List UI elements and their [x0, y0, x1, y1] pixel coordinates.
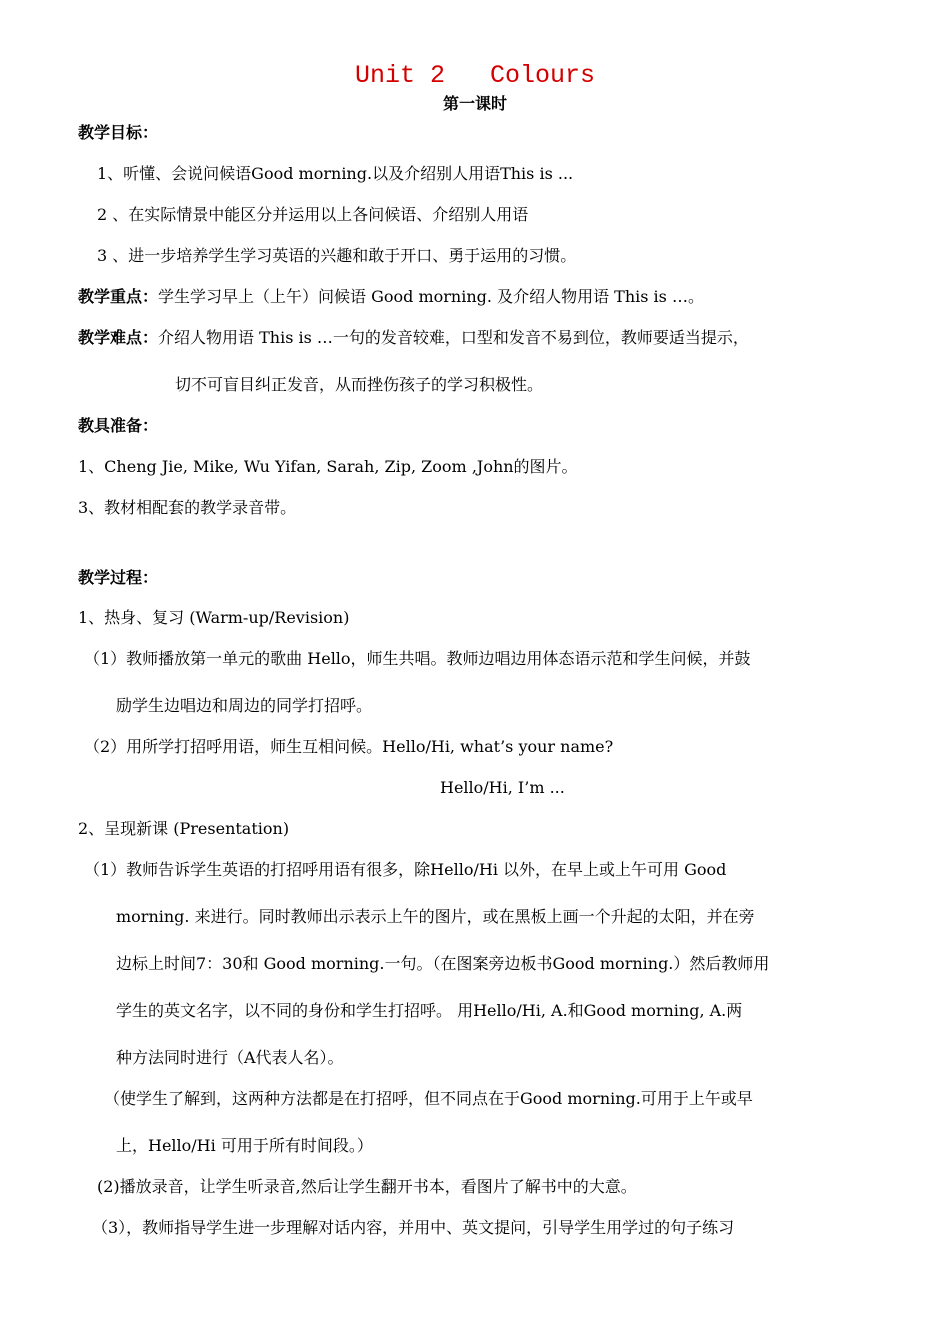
difficulties-label: 教学难点：	[78, 328, 159, 347]
step1-item1-line1: （1）教师播放第一单元的歌曲 Hello，师生共唱。教师边唱边用体态语示范和学生问候，并鼓	[84, 649, 751, 668]
step1-item1-line2: 励学生边唱边和周边的同学打招呼。	[116, 696, 373, 715]
step2-item2: (2)播放录音，让学生听录音,然后让学生翻开书本，看图片了解书中的大意。	[97, 1177, 637, 1196]
page-title: Unit 2 Colours	[354, 61, 596, 90]
key-points	[78, 286, 704, 308]
step2-title: 2、呈现新课 (Presentation)	[78, 819, 290, 838]
step2-item1-line: （1）教师告诉学生英语的打招呼用语有很多，除Hello/Hi 以外，在早上或上午可用 Good	[84, 860, 727, 879]
step2-note-line: （使学生了解到，这两种方法都是在打招呼，但不同点在于Good morning.可用于上午或早	[104, 1089, 753, 1108]
materials-item: 1、Cheng Jie, Mike, Wu Yifan, Sarah, Zip, Zoom ,John的图片。	[78, 457, 578, 476]
step1-item2-line2: Hello/Hi, I’m ...	[440, 778, 565, 797]
objectives-heading: 教学目标：	[78, 123, 159, 142]
step2-item1-line: morning. 来进行。同时教师出示表示上午的图片，或在黑板上画一个升起的太阳，并在旁	[116, 907, 755, 926]
objective-item: 1、听懂、会说问候语Good morning.以及介绍别人用语This is ...	[97, 164, 574, 183]
step2-item1-line: 种方法同时进行（A代表人名）。	[116, 1048, 344, 1067]
objective-item: 2 、在实际情景中能区分并运用以上各问候语、介绍别人用语	[97, 205, 529, 224]
step2-item1-line: 边标上时间7：30和 Good morning.一句。（在图案旁边板书Good morning.）然后教师用	[116, 954, 770, 973]
process-heading: 教学过程：	[78, 568, 159, 587]
step2-note-line: 上，Hello/Hi 可用于所有时间段。）	[116, 1136, 373, 1155]
key-points-text: 学生学习早上（上午）问候语 Good morning. 及介绍人物用语 This is …。	[158, 287, 704, 306]
difficulties	[78, 327, 749, 349]
step1-item2-line1: （2）用所学打招呼用语，师生互相问候。Hello/Hi, what’s your name?	[84, 737, 614, 756]
objective-item: 3 、进一步培养学生学习英语的兴趣和敢于开口、勇于运用的习惯。	[97, 246, 577, 265]
difficulties-line-2: 切不可盲目纠正发音，从而挫伤孩子的学习积极性。	[175, 375, 544, 394]
step2-item3: （3），教师指导学生进一步理解对话内容，并用中、英文提问，引导学生用学过的句子练习	[92, 1218, 735, 1237]
step2-item1-line: 学生的英文名字，以不同的身份和学生打招呼。 用Hello/Hi, A.和Good morning, A.两	[116, 1001, 743, 1020]
difficulties-line-1: 介绍人物用语 This is …一句的发音较难，口型和发音不易到位，教师要适当提示，	[158, 328, 749, 347]
lesson-subtitle: 第一课时	[442, 94, 507, 113]
materials-item: 3、教材相配套的教学录音带。	[78, 498, 297, 517]
key-points-label: 教学重点：	[78, 287, 159, 306]
step1-title: 1、热身、复习 (Warm-up/Revision)	[78, 608, 350, 627]
materials-heading: 教具准备：	[78, 416, 159, 435]
